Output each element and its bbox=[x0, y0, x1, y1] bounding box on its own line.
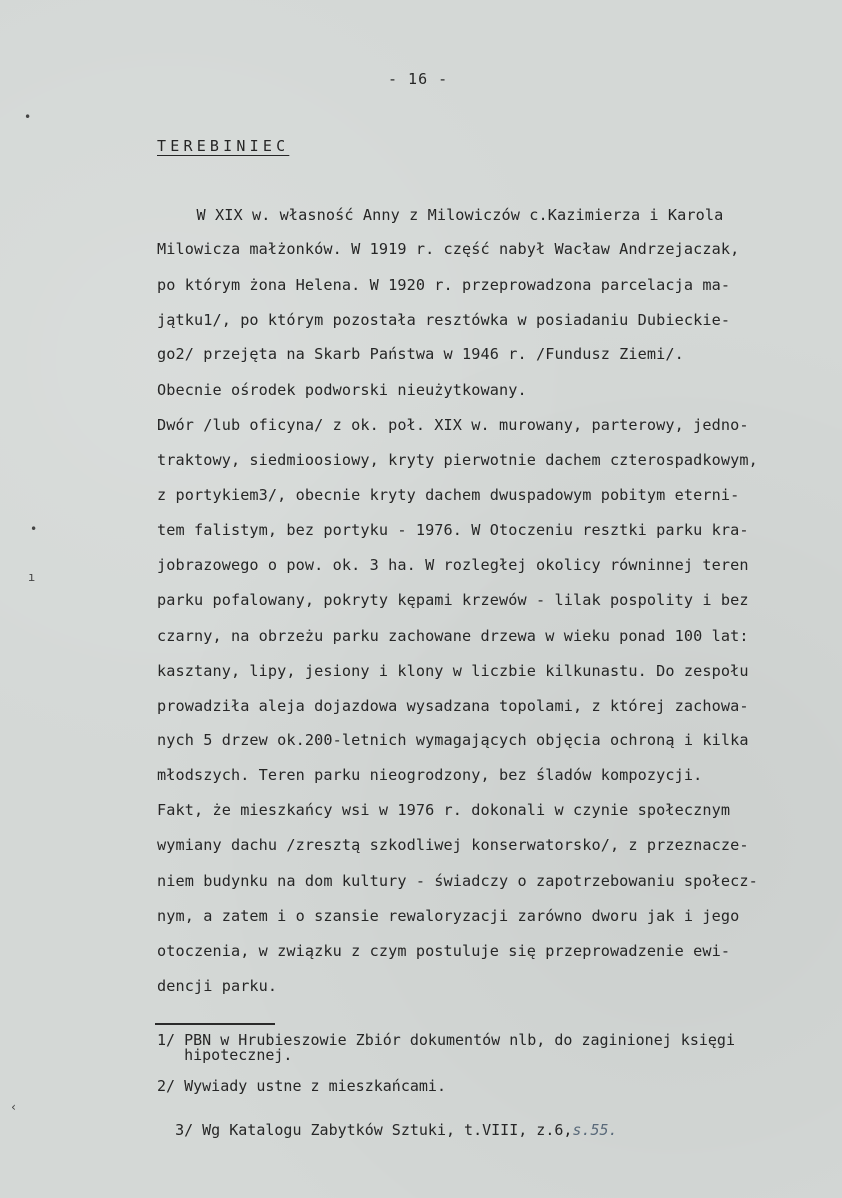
body-line: traktowy, siedmioosiowy, kryty pierwotnie dachem czterospadkowym, bbox=[157, 451, 758, 469]
footnote-3 bbox=[157, 1103, 618, 1139]
body-line: jobrazowego o pow. ok. 3 ha. W rozległej okolicy równinnej teren bbox=[157, 556, 749, 574]
body-line: z portykiem3/, obecnie kryty dachem dwuspadowym pobitym eterni- bbox=[157, 486, 740, 504]
footnote-divider bbox=[155, 1023, 275, 1025]
footnote-3-handwritten-annotation: s.55. bbox=[572, 1121, 618, 1139]
margin-mark: • bbox=[24, 110, 32, 124]
body-line: prowadziła aleja dojazdowa wysadzana topolami, z której zachowa- bbox=[157, 697, 749, 715]
body-line: po którym żona Helena. W 1920 r. przeprowadzona parcelacja ma- bbox=[157, 276, 731, 294]
footnote-1-continued: hipotecznej. bbox=[157, 1046, 293, 1064]
body-line: wymiany dachu /zresztą szkodliwej konserwatorsko/, z przeznacze- bbox=[157, 836, 749, 854]
body-line: czarny, na obrzeżu parku zachowane drzewa w wieku ponad 100 lat: bbox=[157, 627, 749, 645]
margin-mark: ‹ bbox=[10, 1100, 18, 1114]
body-line: Dwór /lub oficyna/ z ok. poł. XIX w. murowany, parterowy, jedno- bbox=[157, 416, 749, 434]
body-line: Milowicza małżonków. W 1919 r. część nabył Wacław Andrzejaczak, bbox=[157, 240, 740, 258]
footnote-1: 1/ PBN w Hrubieszowie Zbiór dokumentów nlb, do zaginionej księgi bbox=[157, 1031, 735, 1049]
body-line: Fakt, że mieszkańcy wsi w 1976 r. dokonali w czynie społecznym bbox=[157, 801, 731, 819]
body-line: go2/ przejęta na Skarb Państwa w 1946 r. /Fundusz Ziemi/. bbox=[157, 345, 684, 363]
body-line: tem falistym, bez portyku - 1976. W Otoczeniu resztki parku kra- bbox=[157, 521, 749, 539]
page-number: - 16 - bbox=[388, 70, 449, 88]
margin-mark: ı bbox=[28, 570, 36, 584]
body-line: jątku1/, po którym pozostała resztówka w posiadaniu Dubieckie- bbox=[157, 311, 731, 329]
body-line: nych 5 drzew ok.200-letnich wymagających objęcia ochroną i kilka bbox=[157, 731, 749, 749]
body-line: parku pofalowany, pokryty kępami krzewów - lilak pospolity i bez bbox=[157, 591, 749, 609]
body-line: dencji parku. bbox=[157, 977, 278, 995]
footnote-2: 2/ Wywiady ustne z mieszkańcami. bbox=[157, 1077, 446, 1095]
body-line: niem budynku na dom kultury - świadczy o zapotrzebowaniu społecz- bbox=[157, 872, 758, 890]
body-line: nym, a zatem i o szansie rewaloryzacji zarówno dworu jak i jego bbox=[157, 907, 740, 925]
section-title: TEREBINIEC bbox=[157, 137, 290, 155]
body-line: W XIX w. własność Anny z Milowiczów c.Kazimierza i Karola bbox=[178, 206, 724, 224]
body-line: otoczenia, w związku z czym postuluje się przeprowadzenie ewi- bbox=[157, 942, 731, 960]
body-line: młodszych. Teren parku nieogrodzony, bez śladów kompozycji. bbox=[157, 766, 703, 784]
body-line: kasztany, lipy, jesiony i klony w liczbie kilkunastu. Do zespołu bbox=[157, 662, 749, 680]
body-line: Obecnie ośrodek podworski nieużytkowany. bbox=[157, 381, 527, 399]
margin-mark: • bbox=[30, 522, 38, 536]
footnote-3-text: 3/ Wg Katalogu Zabytków Sztuki, t.VIII, z.6, bbox=[175, 1121, 573, 1139]
